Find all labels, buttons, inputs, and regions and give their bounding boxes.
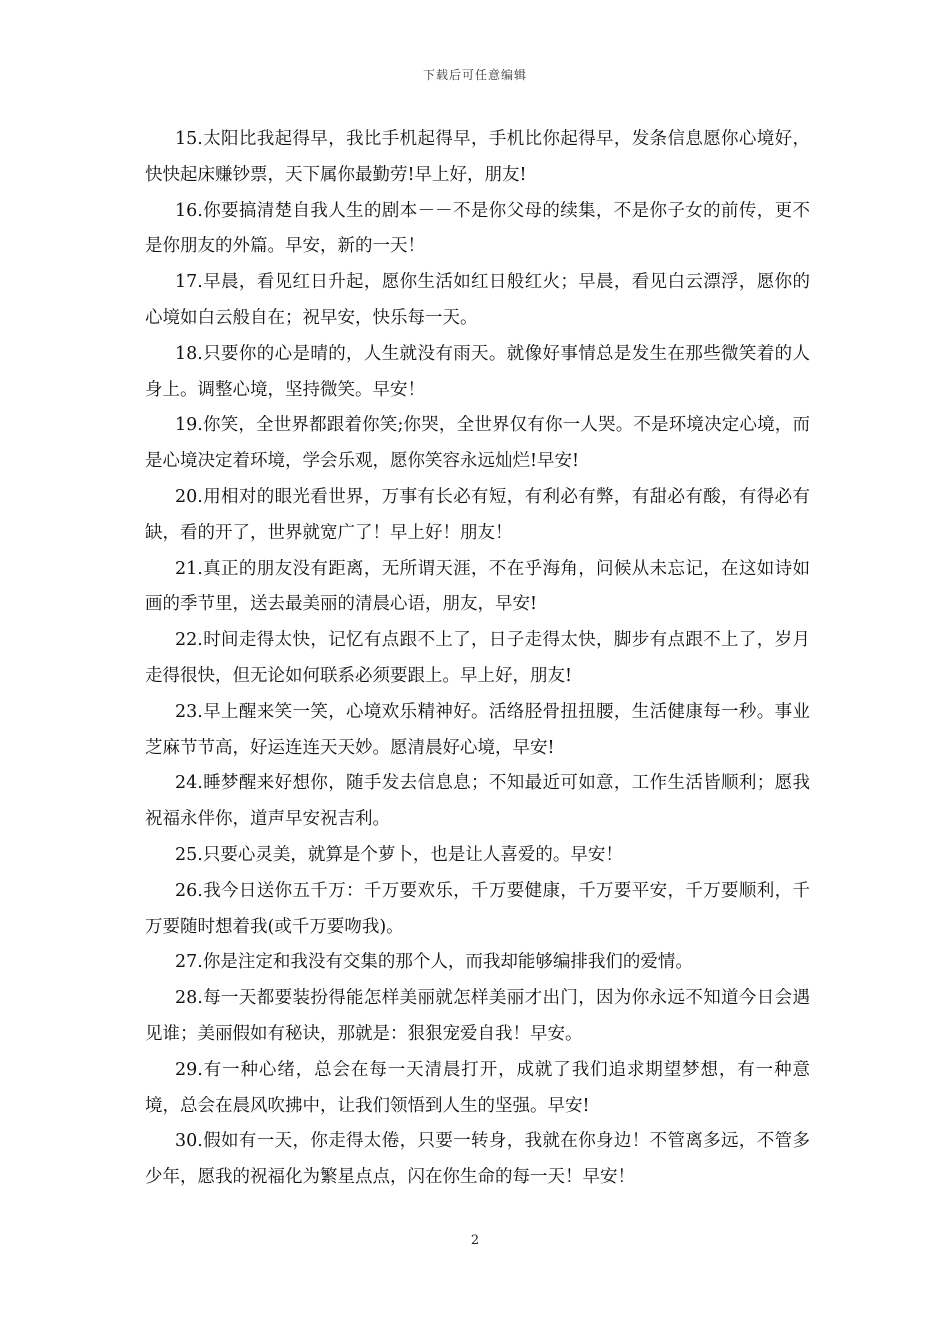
page-header: 下载后可任意编辑 [422, 68, 527, 82]
paragraph-23: 23.早上醒来笑一笑，心境欢乐精神好。活络胫骨扭扭腰，生活健康每一秒。事业芝麻节节高，好运连连天天妙。愿清晨好心境，早安! [145, 701, 810, 758]
paragraph-17: 17.早晨，看见红日升起，愿你生活如红日般红火；早晨，看见白云漂浮，愿你的心境如白云般自在；祝早安，快乐每一天。 [145, 272, 810, 328]
document-body [145, 122, 810, 1196]
page-number: 2 [470, 1233, 480, 1248]
paragraph-28: 28.每一天都要装扮得能怎样美丽就怎样美丽才出门，因为你永远不知道今日会遇见谁；美丽假如有秘诀，那就是：狠狠宠爱自我！早安。 [145, 988, 810, 1044]
paragraph-18: 18.只要你的心是晴的，人生就没有雨天。就像好事情总是发生在那些微笑着的人身上。调整心境，坚持微笑。早安！ [145, 343, 810, 400]
paragraph-16: 16.你要搞清楚自我人生的剧本－－不是你父母的续集，不是你子女的前传，更不是你朋友的外篇。早安，新的一天！ [145, 200, 810, 257]
paragraph-22: 22.时间走得太快，记忆有点跟不上了，日子走得太快，脚步有点跟不上了，岁月走得很快，但无论如何联系必须要跟上。早上好，朋友! [145, 630, 810, 686]
paragraph-24: 24.睡梦醒来好想你，随手发去信息息；不知最近可如意，工作生活皆顺利；愿我祝福永伴你，道声早安祝吉利。 [145, 773, 810, 830]
paragraph-21: 21.真正的朋友没有距离，无所谓天涯，不在乎海角，问候从未忘记，在这如诗如画的季节里，送去最美丽的清晨心语，朋友，早安! [145, 558, 810, 615]
paragraph-29: 29.有一种心绪，总会在每一天清晨打开，成就了我们追求期望梦想，有一种意境，总会在晨风吹拂中，让我们领悟到人生的坚强。早安! [145, 1059, 810, 1116]
paragraph-20: 20.用相对的眼光看世界，万事有长必有短，有利必有弊，有甜必有酸，有得必有缺，看的开了，世界就宽广了！早上好！朋友！ [145, 486, 810, 543]
paragraph-27: 27.你是注定和我没有交集的那个人，而我却能够编排我们的爱情。 [175, 952, 693, 973]
paragraph-30: 30.假如有一天，你走得太倦，只要一转身，我就在你身边！不管离多远，不管多少年，愿我的祝福化为繁星点点，闪在你生命的每一天！早安！ [145, 1131, 810, 1188]
paragraph-26: 26.我今日送你五千万：千万要欢乐，千万要健康，千万要平安，千万要顺利，千万要随时想着我(或千万要吻我)。 [145, 880, 810, 937]
paragraph-25: 25.只要心灵美，就算是个萝卜，也是让人喜爱的。早安！ [175, 844, 623, 865]
paragraph-15: 15.太阳比我起得早，我比手机起得早，手机比你起得早，发条信息愿你心境好，快快起床赚钞票，天下属你最勤劳!早上好，朋友! [145, 129, 810, 185]
paragraph-19: 19.你笑，全世界都跟着你笑;你哭，全世界仅有你一人哭。不是环境决定心境，而是心境决定着环境，学会乐观，愿你笑容永远灿烂!早安! [145, 415, 810, 472]
